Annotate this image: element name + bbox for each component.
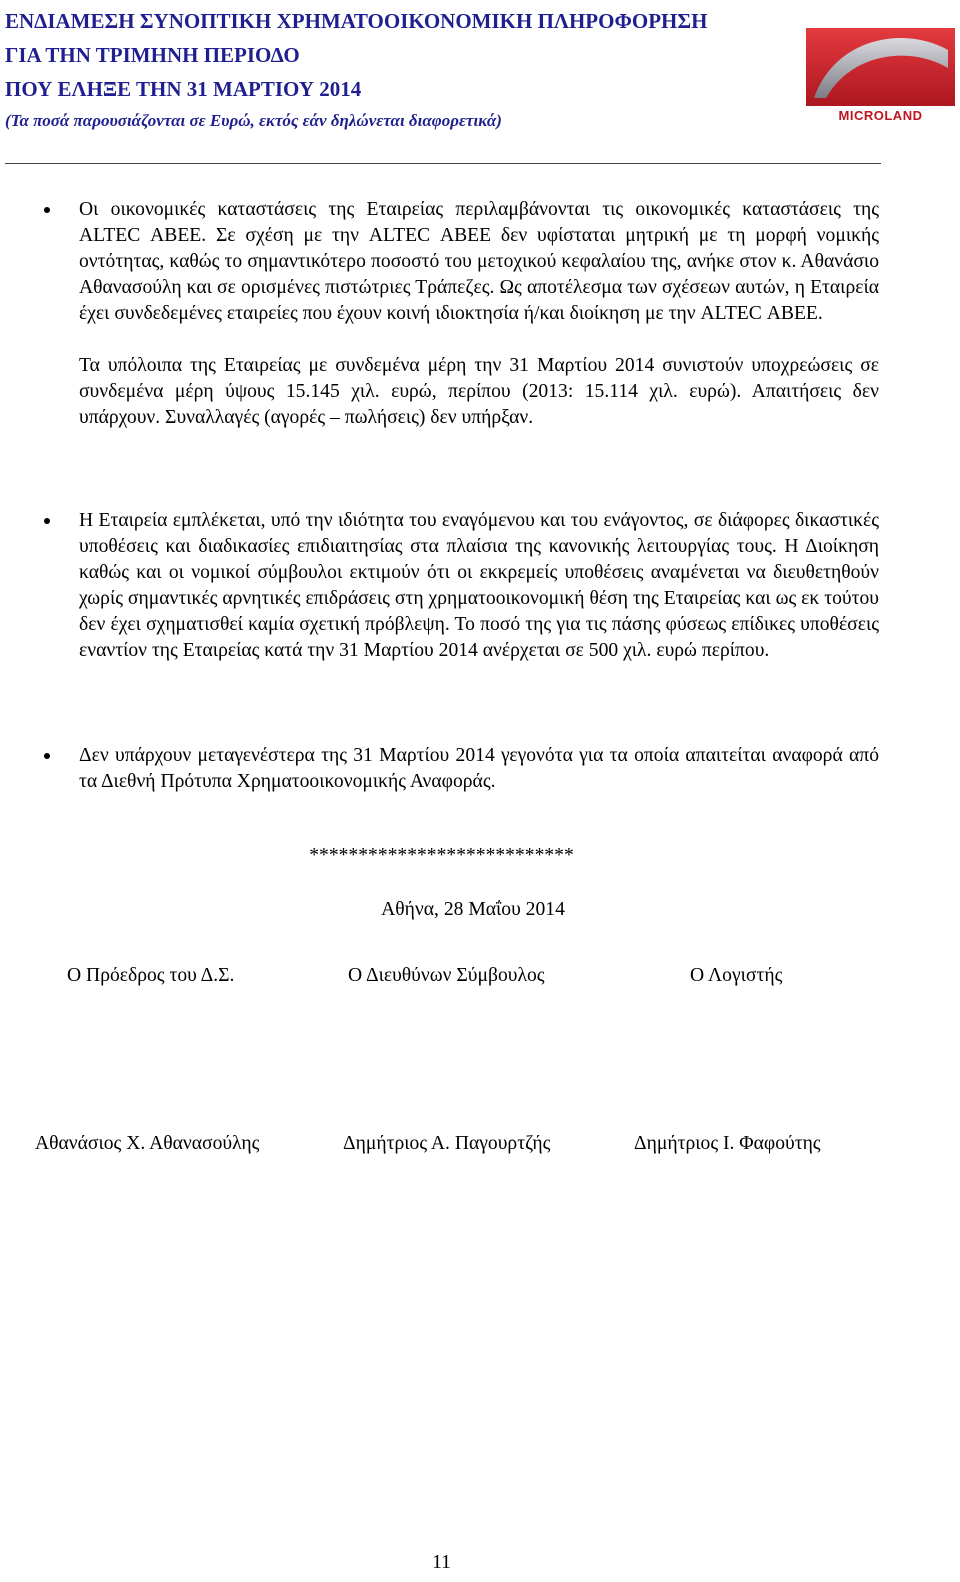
header-divider <box>5 163 881 164</box>
bullet-dot <box>44 207 50 213</box>
bullet-dot <box>44 753 50 759</box>
bullet-subsequent-events <box>79 743 879 795</box>
signatory-name-accountant: Δημήτριος Ι. Φαφούτης <box>634 1133 821 1154</box>
svg-text:MICROLAND: MICROLAND <box>838 108 923 123</box>
bullet-litigation <box>79 508 879 664</box>
header-subtitle: (Τα ποσά παρουσιάζονται σε Ευρώ, εκτός εάν δηλώνεται διαφορετικά) <box>5 111 502 130</box>
signatory-title-chairman: Ο Πρόεδρος του Δ.Σ. <box>67 965 235 986</box>
page-number: 11 <box>432 1552 451 1573</box>
signatory-name-chairman: Αθανάσιος Χ. Αθανασούλης <box>35 1133 260 1154</box>
header-title-line-1: ΕΝΔΙΑΜΕΣΗ ΣΥΝΟΠΤΙΚΗ ΧΡΗΜΑΤΟΟΙΚΟΝΟΜΙΚΗ ΠΛΗΡΟΦΟΡΗΣΗ <box>5 9 708 33</box>
separator-stars: *************************** <box>309 845 574 866</box>
signatory-name-ceo: Δημήτριος Α. Παγουρτζής <box>343 1133 551 1154</box>
bullet-dot <box>44 518 50 524</box>
paragraph: Δεν υπάρχουν μεταγενέστερα της 31 Μαρτίου 2014 γεγονότα για τα οποία απαιτείται αναφορά από τα Διεθνή Πρότυπα Χρηματοοικονομικής Αναφοράς. <box>79 745 879 792</box>
microland-logo-graphic <box>806 28 955 124</box>
signatory-title-accountant: Ο Λογιστής <box>690 965 783 986</box>
microland-logo <box>806 28 955 124</box>
header-title-line-2: ΓΙΑ ΤΗΝ ΤΡΙΜΗΝΗ ΠΕΡΙΟΔΟ <box>5 43 300 67</box>
place-date: Αθήνα, 28 Μαΐου 2014 <box>381 899 565 920</box>
paragraph: Η Εταιρεία εμπλέκεται, υπό την ιδιότητα του εναγόμενου και του ενάγοντος, σε διάφορες δικαστικές υποθέσεις και διαδικασίες επιδιαιτησίας στα πλαίσια της κανονικής λειτουργίας τους. Η Διοίκηση καθώς και οι νομικοί σύμβουλοι εκτιμούν ότι οι εκκρεμείς υποθέσεις αναμένεται να διευθετηθούν χωρίς σημαντικές αρνητικές επιδράσεις στη χρηματοοικονομική θέση της Εταιρείας και ως εκ τούτου δεν έχει σχηματισθεί καμία σχετική πρόβλεψη. Το ποσό της για τις πάσης φύσεως επίδικες υποθέσεις εναντίον της Εταιρείας κατά την 31 Μαρτίου 2014 ανέρχεται σε 500 χιλ. ευρώ περίπου. <box>79 510 879 661</box>
bullet-related-parties <box>79 197 879 431</box>
document-header <box>5 4 785 134</box>
header-title-line-3: ΠΟΥ ΕΛΗΞΕ ΤΗΝ 31 ΜΑΡΤΙΟΥ 2014 <box>5 77 362 101</box>
paragraph: Οι οικονομικές καταστάσεις της Εταιρείας περιλαμβάνονται τις οικονομικές καταστάσεις της ALTEC ΑΒΕΕ. Σε σχέση με την ALTEC ΑΒΕΕ δεν υφίσταται μητρική με τη μορφή νομικής οντότητας, καθώς το σημαντικότερο ποσοστό του μετοχικού κεφαλαίου της, ανήκε στον κ. Αθανάσιο Αθανασούλη και σε ορισμένες πιστώτριες Τράπεζες. Ως αποτέλεσμα των σχέσεων αυτών, η Εταιρεία έχει συνδεδεμένες εταιρείες που έχουν κοινή ιδιοκτησία ή/και διοίκηση με την ALTEC ΑΒΕΕ. <box>79 199 879 324</box>
paragraph: Τα υπόλοιπα της Εταιρείας με συνδεμένα μέρη την 31 Μαρτίου 2014 συνιστούν υποχρεώσεις σε συνδεμένα μέρη ύψους 15.145 χιλ. ευρώ, περίπου (2013: 15.114 χιλ. ευρώ). Απαιτήσεις δεν υπάρχουν. Συναλλαγές (αγορές – πωλήσεις) δεν υπήρξαν. <box>79 355 879 428</box>
signatory-title-ceo: Ο Διευθύνων Σύμβουλος <box>348 965 545 986</box>
